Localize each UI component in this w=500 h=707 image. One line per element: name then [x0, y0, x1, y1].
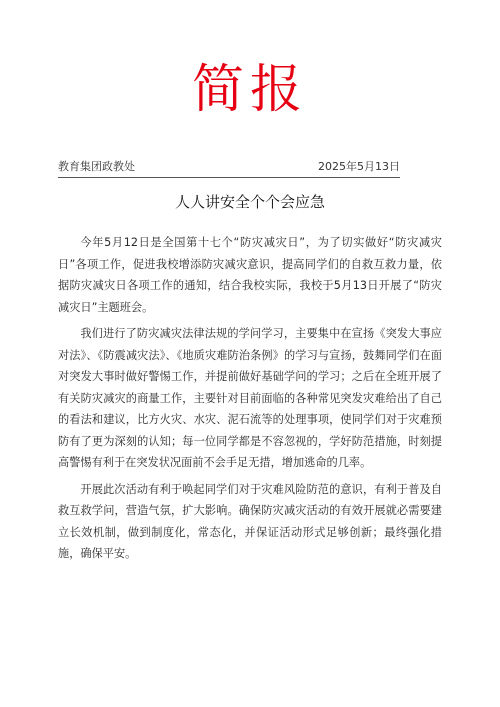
paragraph-3: 开展此次活动有利于唤起同学们对于灾难风险防范的意识，有利于普及自救互救学问，营造气氛，扩大影响。确保防灾减灾活动的有效开展就必需要建立长效机制，做到制度化，常态化，并保证活动形式足够创新；最终强化措施，确保平安。	[58, 482, 442, 560]
paragraph-1: 今年5月12日是全国第十七个“防灾减灾日”，为了切实做好“防灾减灾日”各项工作，促进我校增添防灾减灾意识，提高同学们的自救互救力量，依据防灾减灾日各项工作的通知，结合我校实际，我校于5月13日开展了“防灾减灾日”主题班会。	[58, 236, 442, 314]
header-meta	[58, 160, 400, 176]
masthead-title: 简报	[191, 60, 308, 120]
issuer-label: 教育集团政教处	[58, 160, 135, 173]
article-body	[58, 232, 442, 570]
header-divider	[58, 177, 400, 178]
issue-date: 2025年5月13日	[318, 160, 400, 173]
article-title: 人人讲安全个个会应急	[174, 193, 325, 211]
paragraph-2: 我们进行了防灾减灾法律法规的学问学习，主要集中在宣扬《突发大事应对法》、《防震减灾法》、《地质灾难防治条例》的学习与宣扬，鼓舞同学们在面对突发大事时做好警惕工作，并提前做好基础学问的学习；之后在全班开展了有关防灾减灾的商量工作，主要针对目前面临的各种常见突发灾难给出了自己的看法和建议，比方火灾、水灾、泥石流等的处理事项，使同学们对于灾难预防有了更为深刻的认知；每一位同学都是不容忽视的，学好防范措施，时刻提高警惕有利于在突发状况面前不会手足无措，增加逃命的几率。	[58, 327, 442, 469]
